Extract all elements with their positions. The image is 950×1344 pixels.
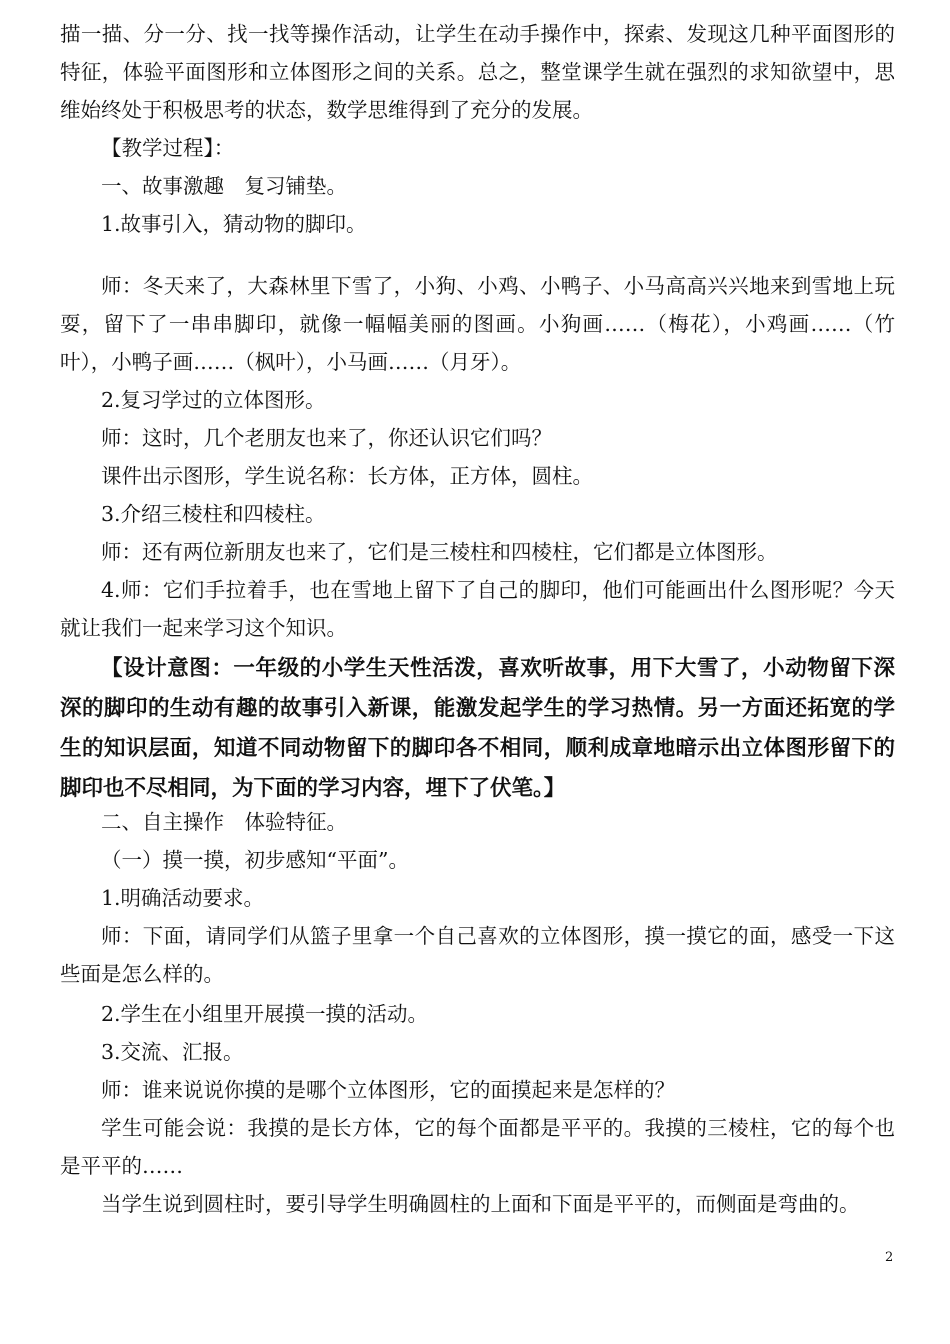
paragraph-student-answer: 学生可能会说：我摸的是长方体，它的每个面都是平平的。我摸的三棱柱，它的每个也是平平的……: [60, 1116, 895, 1178]
paragraph-summary: 描一描、分一分、找一找等操作活动，让学生在动手操作中，探索、发现这几种平面图形的特征，体验平面图形和立体图形之间的关系。总之，整堂课学生就在强烈的求知欲望中，思维始终处于积极思考的状态，数学思维得到了充分的发展。: [60, 22, 895, 122]
paragraph-activity-requirement: 1.明确活动要求。: [101, 886, 265, 910]
paragraph-teacher-instruction: 师：下面，请同学们从篮子里拿一个自己喜欢的立体图形，摸一摸它的面，感受一下这些面是怎么样的。: [60, 924, 895, 986]
paragraph-courseware: 课件出示图形，学生说名称：长方体，正方体，圆柱。: [101, 464, 593, 488]
paragraph-teacher-old-friends: 师：这时，几个老朋友也来了，你还认识它们吗？: [101, 426, 552, 450]
paragraph-teacher-new-friends: 师：还有两位新朋友也来了，它们是三棱柱和四棱柱，它们都是立体图形。: [101, 540, 778, 564]
paragraph-group-activity: 2.学生在小组里开展摸一摸的活动。: [101, 1002, 429, 1026]
paragraph-step-2: 2.复习学过的立体图形。: [101, 388, 326, 412]
heading-section-one: 一、故事激趣 复习铺垫。: [101, 174, 347, 198]
paragraph-cylinder-guidance: 当学生说到圆柱时，要引导学生明确圆柱的上面和下面是平平的，而侧面是弯曲的。: [101, 1192, 860, 1216]
page-number: 2: [885, 1250, 894, 1265]
design-intent-note: 【设计意图：一年级的小学生天性活泼，喜欢听故事，用下大雪了，小动物留下深深的脚印的生动有趣的故事引入新课，能激发起学生的学习热情。另一方面还拓宽的学生的知识层面，知道不同动物留下的脚印各不相同，顺利成章地暗示出立体图形留下的脚印也不尽相同，为下面的学习内容，埋下了伏笔。】: [60, 656, 895, 801]
paragraph-teacher-question: 师：谁来说说你摸的是哪个立体图形，它的面摸起来是怎样的？: [101, 1078, 675, 1102]
heading-section-two: 二、自主操作 体验特征。: [101, 810, 347, 834]
paragraph-teacher-story: 师：冬天来了，大森林里下雪了，小狗、小鸡、小鸭子、小马高高兴兴地来到雪地上玩耍，留下了一串串脚印，就像一幅幅美丽的图画。小狗画……（梅花），小鸡画……（竹叶），小鸭子画……（枫叶），小马画……（月牙）。: [60, 274, 895, 374]
paragraph-step-3: 3.介绍三棱柱和四棱柱。: [101, 502, 326, 526]
paragraph-step-1: 1.故事引入，猜动物的脚印。: [101, 212, 367, 236]
heading-subsection-one: （一）摸一摸，初步感知“平面”。: [101, 848, 409, 872]
heading-teaching-process: 【教学过程】：: [101, 136, 235, 160]
paragraph-step-4: 4.师：它们手拉着手，也在雪地上留下了自己的脚印，他们可能画出什么图形呢？今天就让我们一起来学习这个知识。: [60, 578, 895, 640]
paragraph-report: 3.交流、汇报。: [101, 1040, 244, 1064]
